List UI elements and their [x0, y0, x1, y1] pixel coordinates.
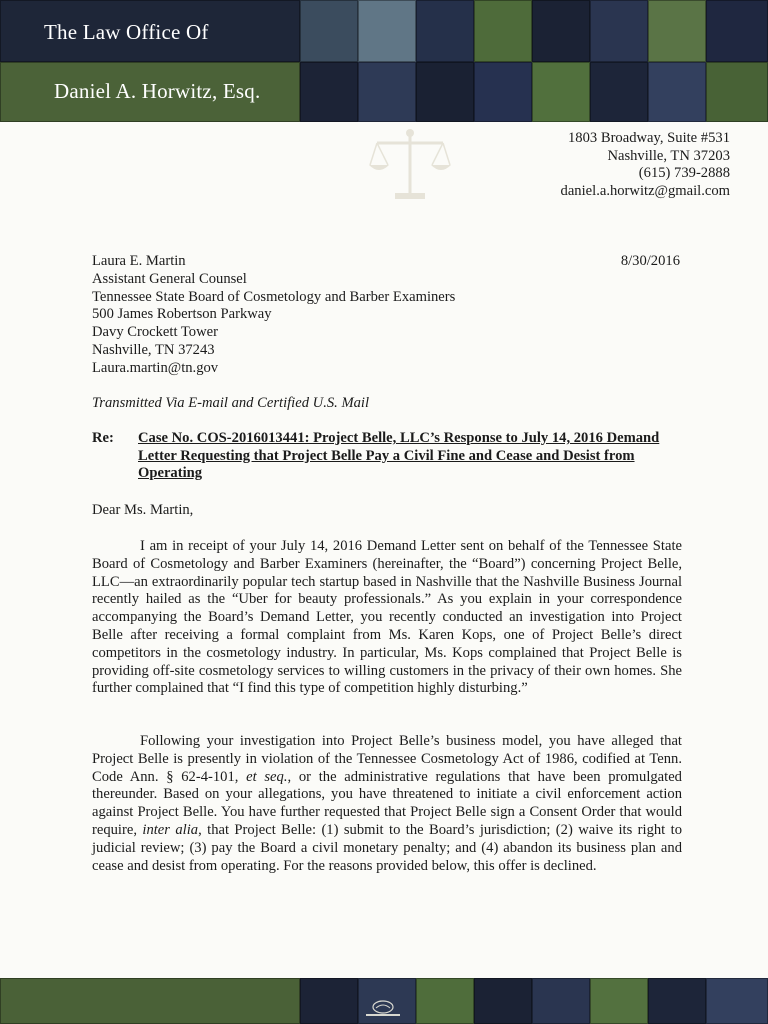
recipient-building: Davy Crockett Tower	[92, 324, 218, 341]
body-paragraph-2	[92, 733, 682, 875]
sender-street: 1803 Broadway, Suite #531	[568, 130, 730, 146]
firm-name-line2: Daniel A. Horwitz, Esq.	[54, 79, 261, 103]
body-paragraph-1: I am in receipt of your July 14, 2016 Demand Letter sent on behalf of the Tennessee State Board of Cosmetology and Barber Examiners (hereinafter, the “Board”) concerning Project Belle, LLC—an extraordinarily popular tech startup based in Nashville that the Nashville Business Journal recently hailed as the “Uber for beauty professionals.” As you explain in your correspondence accompanying the Board’s Demand Letter, you recently conducted an investigation into Project Belle after receiving a formal complaint from Ms. Karen Kops, one of Project Belle’s direct competitors in the cosmetology industry. In particular, Ms. Kops complained that Project Belle is providing off-site cosmetology services to willing customers in the privacy of their own homes. She further complained that “I find this type of competition highly disturbing.”	[92, 538, 682, 697]
sender-address	[561, 130, 730, 200]
recipient-organization: Tennessee State Board of Cosmetology and Barber Examiners	[92, 288, 456, 305]
recipient-city: Nashville, TN 37243	[92, 341, 215, 358]
salutation: Dear Ms. Martin,	[92, 502, 194, 518]
firm-name-line1: The Law Office Of	[44, 20, 209, 44]
paragraph-2-et-seq: et seq.	[246, 768, 288, 785]
recipient-address	[92, 253, 455, 378]
recipient-email: Laura.martin@tn.gov	[92, 359, 219, 376]
recipient-name: Laura E. Martin	[92, 253, 186, 269]
paragraph-2-part-1: Following your investigation into Project Belle’s business model, you have alleged that Project Belle is presently in violation of the Tennessee Cosmetology Act of 1986, codified at Tenn. Code Ann. § 62-4-101,	[92, 733, 682, 785]
letterhead-banner	[0, 0, 768, 122]
sender-email: daniel.a.horwitz@gmail.com	[560, 182, 730, 199]
sender-city: Nashville, TN 37203	[607, 147, 730, 164]
paragraph-2-inter-alia: inter alia	[142, 821, 199, 838]
paragraph-2-part-3: , that Project Belle: (1) submit to the Board’s jurisdiction; (2) waive its right to judicial review; (3) pay the Board a civil monetary penalty; and (4) abandon its business plan and cease and desist from operating. For the reasons provided below, this offer is declined.	[92, 821, 682, 874]
sender-phone: (615) 739-2888	[638, 165, 730, 181]
paragraph-2-part-2: , or the administrative regulations that have been promulgated thereunder. Based on your allegations, you have threatened to initiate a civil enforcement action against Project Belle. You have further requested that Project Belle sign a Consent Order that would require,	[92, 768, 682, 838]
letter-date: 8/30/2016	[620, 253, 680, 269]
recipient-street: 500 James Robertson Parkway	[92, 306, 272, 323]
footer-seal-icon	[362, 1000, 404, 1018]
scales-of-justice-icon	[365, 125, 455, 205]
re-label: Re:	[92, 430, 114, 446]
transmittal-note: Transmitted Via E-mail and Certified U.S. Mail	[92, 395, 370, 411]
re-subject: Case No. COS-2016013441: Project Belle, LLC’s Response to July 14, 2016 Demand Letter Requesting that Project Belle Pay a Civil Fine and Cease and Desist from Operating	[138, 430, 660, 481]
recipient-title: Assistant General Counsel	[92, 270, 247, 287]
